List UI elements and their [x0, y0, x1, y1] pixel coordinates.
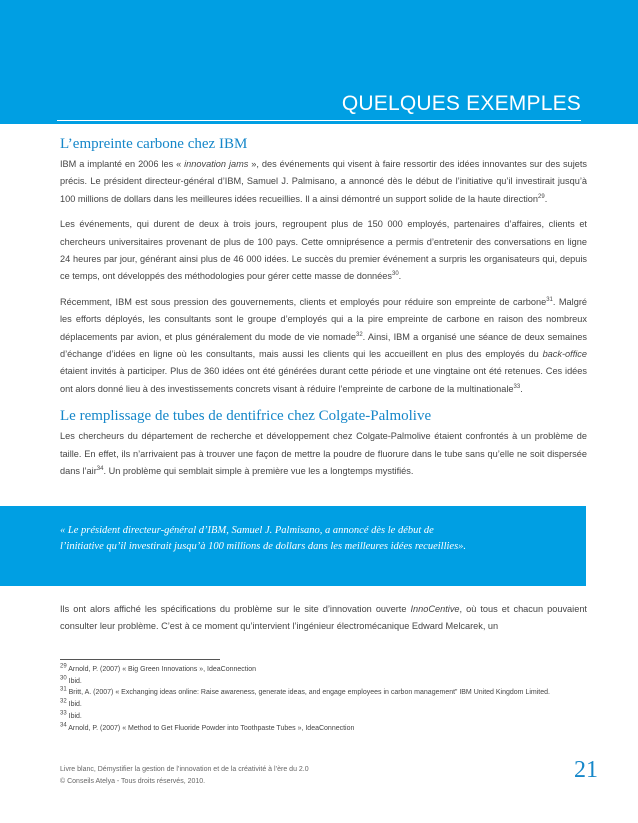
footnote-ref-31: 31 [546, 296, 553, 303]
footer-document-title: Livre blanc, Démystifier la gestion de l’innovation et de la créativité à l’ère du 2.0 [60, 766, 309, 773]
paragraph-colgate-1: Les chercheurs du département de recherche et développement chez Colgate-Palmolive étaient confrontés à un problème de taille. En effet, ils n’arrivaient pas à trouver une façon de mettre la poudre de fluorure dans le tube sans qu’elle ne soit dispersée dans l’air$^{34}$. Un problème qui semblait simple à première vue les a longtemps mystifiés. [60, 431, 587, 477]
footnote-ref-32: 32 [355, 331, 363, 338]
footnote-31: $^{31}$ Britt, A. (2007) « Exchanging ideas online: Raise awareness, generate ideas, and engage employees in carbon management” IBM United Kingdom Limited. [60, 687, 550, 697]
footer-copyright: © Conseils Atelya - Tous droits réservés, 2010. [60, 778, 206, 785]
section-title: QUELQUES EXEMPLES [341, 92, 581, 115]
footnote-ref-33: 33 [513, 383, 521, 390]
header-rule [57, 120, 581, 121]
header-banner [0, 0, 638, 124]
footnote-34: $^{34}$ Arnold, P. (2007) « Method to Get Fluoride Powder into Toothpaste Tubes », IdeaConnection [60, 722, 355, 732]
paragraph-ibm-2: Les événements, qui durent de deux à trois jours, regroupent plus de 150 000 employés, partenaires d’affaires, clients et chercheurs universitaires provenant de plus de 100 pays. Cette omniprésence a permis d’entretenir des conversations en ligne 24 heures par jour, générant ainsi plus de 46 000 idées. Le succès du premier événement a surpris les organisateurs qui, depuis ce temps, ont développés des méthodologies pour gérer cette masse de données$^{30}$. [60, 219, 587, 282]
footnotes [60, 664, 587, 734]
footnote-ref-30: 30 [391, 271, 399, 278]
page-footer [60, 764, 309, 788]
pull-quote-box [0, 506, 586, 586]
footnote-ref-34: 34 [96, 466, 104, 473]
heading-ibm: L’empreinte carbone chez IBM [60, 136, 248, 152]
footnote-30: $^{30}$ Ibid. [60, 675, 82, 685]
paragraph-colgate-2: Ils ont alors affiché les spécifications du problème sur le site d’innovation ouverte InnoCentive, où tous et chacun pouvaient consulter leur problème. C’est à ce moment qu’intervient l’ingénieur électromécanique Edward Melcarek, un [60, 604, 587, 632]
footnote-divider [60, 659, 220, 660]
pull-quote-text: « Le président directeur-général d’IBM, Samuel J. Palmisano, a annoncé dès le début de l’initiative qu’il investirait jusqu’à 100 millions de dollars dans les meilleures idées recueillies». [60, 525, 467, 552]
footnote-33: $^{33}$ Ibid. [60, 710, 82, 720]
heading-colgate: Le remplissage de tubes de dentifrice chez Colgate-Palmolive [60, 408, 432, 425]
paragraph-ibm-1: IBM a implanté en 2006 les « innovation jams », des événements qui visent à faire ressortir des idées innovantes sur des sujets précis. Le président directeur-général d’IBM, Samuel J. Palmisano, a annoncé dès le début de l’initiative qu’il investirait jusqu’à 100 millions de dollars dans les meilleures idées recueillies. Il a ainsi démontré un support solide de la haute direction$^{29}$. [60, 159, 587, 204]
main-content [60, 134, 587, 489]
footnote-ref-29: 29 [538, 193, 545, 200]
footnote-32: $^{32}$ Ibid. [60, 698, 82, 709]
paragraph-ibm-3: Récemment, IBM est sous pression des gouvernements, clients et employés pour réduire son empreinte de carbone$^{31}$. Malgré les efforts déployés, les consultants sont le groupe d’employés qui a la pire empreinte de carbone en raison des nombreux déplacements par avion, et plus généralement du mode de vie nomade$^{32}$. Ainsi, IBM a organisé une séance de deux semaines d’échange d’idées en ligne où les consultants, mais aussi les clients qui les accueillent en plus des employés du back-office étaient invités à participer. Plus de 360 idées ont été générées durant cette période et une vingtaine ont été retenues. Ces idées ont alors donné lieu à des investissements concrets visant à réduire l’empreinte de carbone de la multinationale$^{33}$. [60, 296, 588, 394]
page-number: 21 [574, 757, 598, 783]
footnote-29: $^{29}$ Arnold, P. (2007) « Big Green Innovations », IdeaConnection [60, 663, 257, 673]
